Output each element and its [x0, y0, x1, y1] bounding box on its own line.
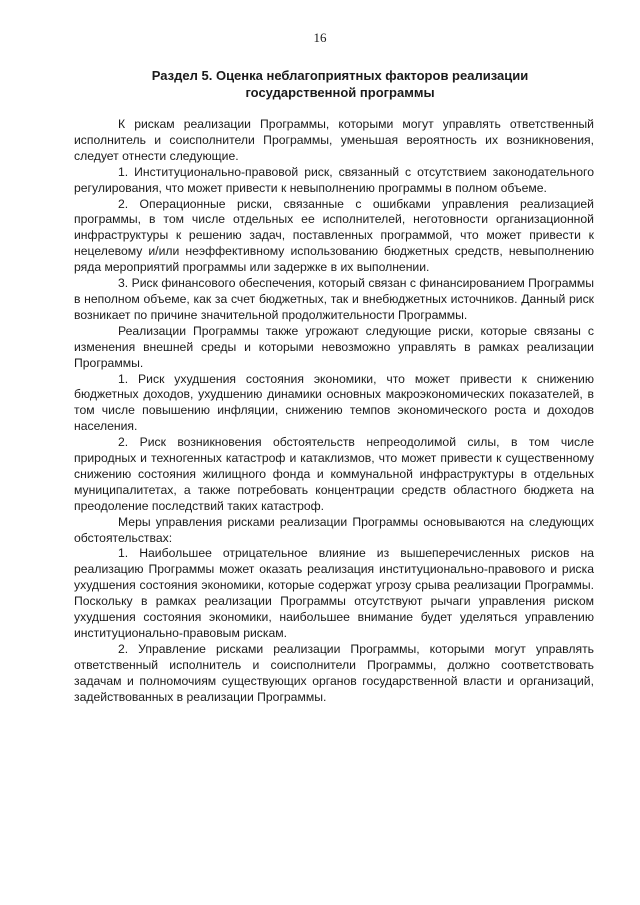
paragraph-operational-risks: 2. Операционные риски, связанные с ошибками управления реализацией программы, в том числе отдельных ее исполнителей, неготовности организационной инфраструктуры к решению задач, поставленных программой, что может привести к нецелевому и/или неэффективному использованию бюджетных средств, невыполнению ряда мероприятий программы или задержке в их выполнении.: [74, 196, 594, 275]
paragraph-institutional-legal-risk: 1. Институционально-правовой риск, связанный с отсутствием законодательного регулирования, что может привести к невыполнению программы в полном объеме.: [74, 164, 594, 195]
page-number: 16: [313, 30, 327, 45]
paragraph-management-measure-1: 1. Наибольшее отрицательное влияние из вышеперечисленных рисков на реализацию Программы может оказать реализация институционально-правового и риска ухудшения состояния экономики, которые содержат угрозу срыва реализации Программы. Поскольку в рамках реализации Программы отсутствуют рычаги управления риском ухудшения состояния экономики, наибольшее внимание будет уделяться управлению институционально-правовым рискам.: [74, 546, 594, 640]
paragraph-financial-risk: 3. Риск финансового обеспечения, который связан с финансированием Программы в неполном объеме, как за счет бюджетных, так и внебюджетных источников. Данный риск возникает по причине значительной продолжительности Программы.: [74, 276, 594, 322]
paragraph-intro-risk-management: Меры управления рисками реализации Программы основываются на следующих обстоятельствах:: [74, 514, 594, 545]
paragraph-economic-risk: 1. Риск ухудшения состояния экономики, что может привести к снижению бюджетных доходов, ухудшению динамики основных макроэкономических показателей, в том числе повышению инфляции, снижению темпов экономического роста и доходов населения.: [74, 371, 594, 434]
section-title: [88, 67, 592, 101]
paragraph-management-measure-2: 2. Управление рисками реализации Программы, которыми могут управлять ответственный исполнитель и соисполнители Программы, должно соответствовать задачам и полномочиям существующих органов государственной власти и организаций, задействованных в реализации Программы.: [74, 641, 594, 704]
paragraph-intro-external-risks: Реализации Программы также угрожают следующие риски, которые связаны с изменения внешней среды и которыми невозможно управлять в рамках реализации Программы.: [74, 323, 594, 370]
paragraph-force-majeure-risk: 2. Риск возникновения обстоятельств непреодолимой силы, в том числе природных и техногенных катастроф и катаклизмов, что может привести к существенному снижению состояния жилищного фонда и коммунальной инфраструктуры в отдельных муниципалитетах, а также потребовать концентрации средств областного бюджета на преодоление последствий таких катастроф.: [74, 435, 594, 513]
document-body: [74, 117, 594, 706]
section-title-line-1: Раздел 5. Оценка неблагоприятных факторов реализации: [151, 68, 529, 83]
paragraph-intro-internal-risks: К рискам реализации Программы, которыми могут управлять ответственный исполнитель и соисполнители Программы, уменьшая вероятность их возникновения, следует отнести следующие.: [74, 117, 594, 163]
section-title-line-2: государственной программы: [245, 85, 435, 100]
